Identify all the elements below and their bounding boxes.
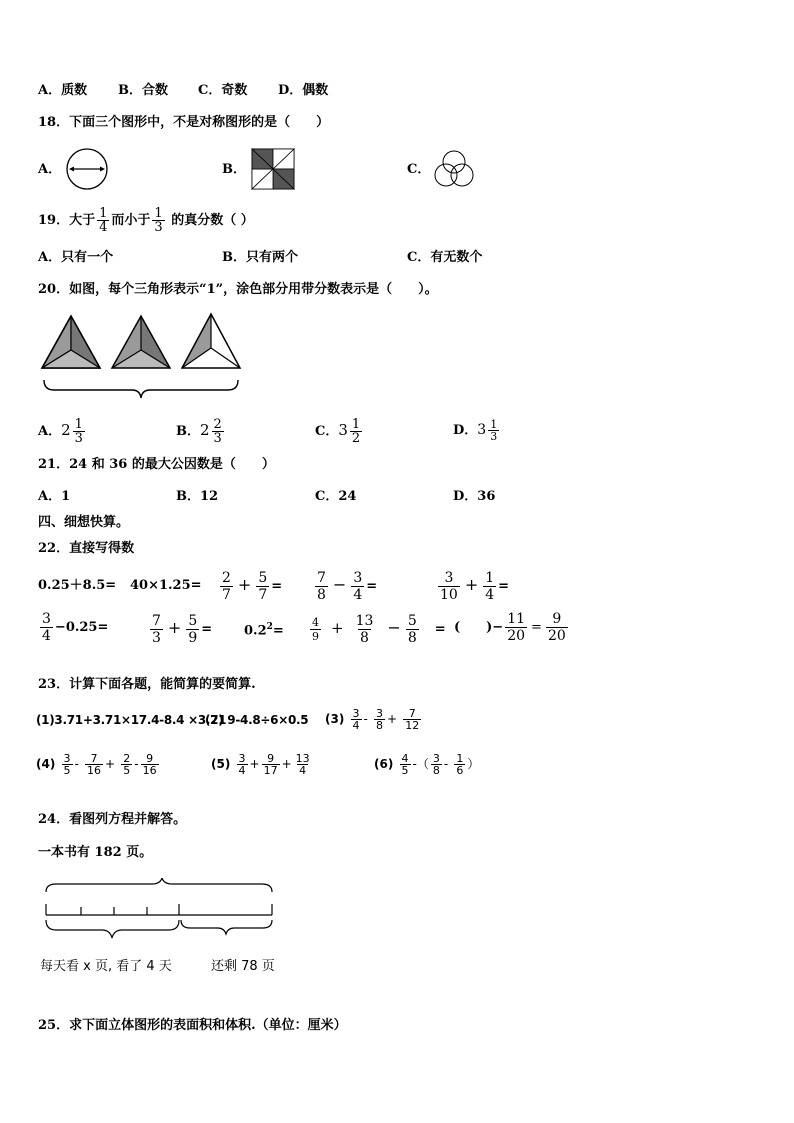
q21-stem: 21．24 和 36 的最大公因数是（ ） [38,457,275,472]
q23-problem-5: (5) $\frac{3}{4}$ + $\frac{9}{17}$ + $\frac{13}{4}$ [211,752,310,777]
q24-line-segment-diagram [40,878,280,944]
q20-triangles-figure [38,312,248,402]
q20-option-b-fraction: $\frac{2}{3}$ [213,417,222,446]
q23-problem-2: (2) 9-4.8÷6×0.5 [205,713,309,727]
q18-figure-pinwheel [250,147,296,191]
q19-fraction-1: $\frac{1}{4}$ [99,206,108,235]
q22-item-9: $\frac{4}{9}$ + $\frac{13}{8}$ − $\frac{5}{8}$ = [312,613,446,646]
q20-option-d-fraction: $\frac{1}{3}$ [490,418,498,443]
q22-item-4: $\frac{7}{8}$ − $\frac{3}{4}$ = [317,570,378,603]
triangle-full-1 [42,316,100,368]
q20-option-b: B．2 $\frac{2}{3}$ [176,417,222,446]
triangle-full-2 [112,316,170,368]
q22-item-3: $\frac{2}{7}$ + $\frac{5}{7}$ = [222,570,283,603]
q19-option-a: A．只有一个 [38,250,114,265]
q24-book-info: 一本书有 182 页。 [38,845,153,860]
q22-item-10: ( )− $\frac{11}{20}$ = $\frac{9}{20}$ [454,611,566,644]
triangle-partial [182,314,240,368]
q20-option-c: C．3 $\frac{1}{2}$ [315,417,361,446]
q20-option-a-fraction: $\frac{1}{3}$ [74,417,83,446]
q22-item-7: $\frac{7}{3}$ + $\frac{5}{9}$ = [152,613,213,646]
q17-option-d: D．偶数 [278,83,329,98]
q18-label-b: B． [222,162,246,177]
q22-item-6: $\frac{3}{4}$ −0.25= [42,611,109,644]
q18-label-c: C． [407,162,431,177]
q23-problem-6: (6) $\frac{4}{5}$ -（ $\frac{3}{8}$ - $\frac{1}{6}$ ） [374,752,480,777]
q19-option-c: C．有无数个 [407,250,483,265]
q21-option-a: A．1 [38,489,71,504]
q20-option-c-fraction: $\frac{1}{2}$ [351,417,361,446]
q23-stem: 23．计算下面各题，能简算的要简算. [38,677,256,692]
q20-stem: 20．如图，每个三角形表示“1”，涂色部分用带分数表示是（ ）。 [38,282,438,297]
q19-prefix: 19．大于 [38,213,96,228]
q18-label-a: A． [38,162,62,177]
q17-option-c: C．奇数 [198,83,248,98]
q22-item-8: $0.2^2=$ [244,622,284,639]
q18-figure-trefoil [430,146,478,192]
q23-problem-1: (1)3.71+3.71×17.4-8.4 ×3.71 [36,713,227,727]
section-4-heading: 四、细想快算。 [38,515,130,530]
q22-stem: 22．直接写得数 [38,541,135,556]
q24-label-right: 还剩 78 页 [211,959,275,974]
q21-option-d: D．36 [453,489,496,504]
q24-stem: 24．看图列方程并解答。 [38,812,187,827]
q23-problem-3: (3) $\frac{3}{4}$ - $\frac{3}{8}$ + $\frac{7}{12}$ [325,707,420,732]
q20-option-d: D．3 $\frac{1}{3}$ [453,418,498,443]
q19-tail: 的真分数（ ） [171,213,254,228]
q24-label-left: 每天看 x 页, 看了 4 天 [40,959,172,974]
q18-stem: 18．下面三个图形中，不是对称图形的是（ ） [38,115,330,130]
q17-option-a: A．质数 [38,83,88,98]
q21-option-b: B．12 [176,489,219,504]
q22-item-1: 0.25＋8.5= [38,578,117,593]
q21-option-c: C．24 [315,489,357,504]
q22-item-5: $\frac{3}{10}$ + $\frac{1}{4}$ = [440,570,510,603]
q17-option-b: B．合数 [118,83,168,98]
q23-problem-4: (4) $\frac{3}{5}$ - $\frac{7}{16}$ + $\frac{2}{5}$ - $\frac{9}{16}$ [36,752,157,777]
q19-mid: 而小于 [111,213,151,228]
q22-item-2: 40×1.25= [130,578,202,593]
q18-figure-circle [62,146,112,192]
q19-stem [38,206,254,236]
q20-option-a: A．2 $\frac{1}{3}$ [38,417,83,446]
q19-option-b: B．只有两个 [222,250,298,265]
q25-stem: 25．求下面立体图形的表面积和体积.（单位：厘米） [38,1018,347,1033]
q19-fraction-2: $\frac{1}{3}$ [154,206,163,235]
